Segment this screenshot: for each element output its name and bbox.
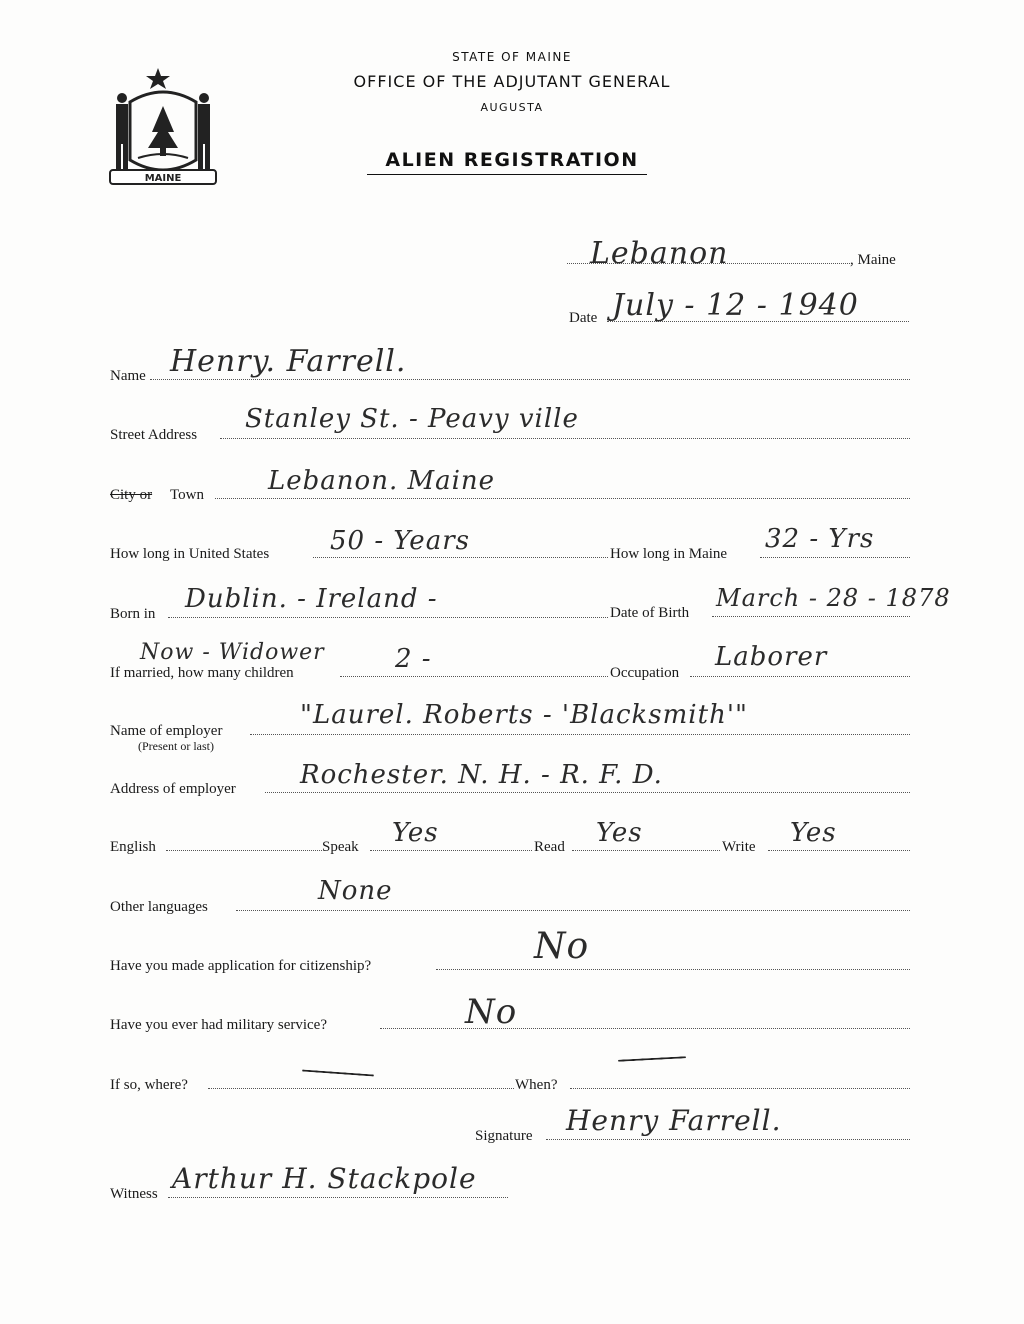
children-label: If married, how many children	[110, 665, 294, 681]
when-line	[570, 1088, 910, 1089]
if-so-where-label: If so, where?	[110, 1077, 188, 1093]
witness-line	[168, 1197, 508, 1198]
how-long-maine-label: How long in Maine	[610, 546, 728, 562]
how-long-us-value: 50 - Years	[330, 526, 470, 556]
signature-label: Signature	[475, 1128, 533, 1144]
svg-text:MAINE: MAINE	[144, 173, 182, 184]
street-address-label: Street Address	[110, 427, 198, 443]
write-line	[768, 850, 910, 851]
marital-status-value: Now - Widower	[140, 640, 325, 665]
write-value: Yes	[790, 818, 837, 848]
header-state: STATE OF MAINE	[452, 50, 572, 64]
citizenship-line	[436, 969, 910, 970]
signature-value: Henry Farrell.	[566, 1104, 782, 1137]
title-underline	[367, 174, 647, 175]
name-label: Name	[110, 368, 146, 384]
born-in-label: Born in	[110, 606, 156, 622]
other-languages-label: Other languages	[110, 899, 208, 915]
employer-address-label: Address of employer	[110, 781, 236, 797]
date-of-birth-line	[712, 616, 910, 617]
date-of-birth-value: March - 28 - 1878	[716, 584, 951, 612]
town-label: Town	[170, 487, 204, 503]
when-label: When?	[515, 1077, 558, 1093]
other-languages-line	[236, 910, 910, 911]
where-dash	[302, 1069, 374, 1076]
born-in-value: Dublin. - Ireland -	[185, 584, 438, 614]
children-line	[340, 676, 608, 677]
town-line	[215, 498, 910, 499]
english-line	[166, 850, 322, 851]
city-label-struck: City or	[110, 487, 153, 503]
employer-label: Name of employer	[110, 723, 223, 739]
name-line	[150, 379, 910, 380]
how-long-maine-line	[760, 557, 910, 558]
employer-value: "Laurel. Roberts - 'Blacksmith'"	[300, 700, 748, 730]
citizenship-value: No	[534, 926, 590, 967]
other-languages-value: None	[318, 876, 393, 906]
name-value: Henry. Farrell.	[170, 344, 407, 379]
employer-line	[250, 734, 910, 735]
signature-line	[546, 1139, 910, 1140]
military-line	[380, 1028, 910, 1029]
citizenship-label: Have you made application for citizenship?	[110, 958, 372, 974]
employer-note: (Present or last)	[138, 739, 214, 753]
town-value: Lebanon. Maine	[268, 466, 496, 496]
town-header-value: Lebanon	[590, 236, 729, 271]
witness-value: Arthur H. Stackpole	[172, 1162, 477, 1195]
when-dash	[618, 1056, 686, 1062]
born-in-line	[168, 617, 608, 618]
how-long-us-label: How long in United States	[110, 546, 270, 562]
speak-label: Speak	[322, 839, 359, 855]
english-label: English	[110, 839, 156, 855]
street-address-value: Stanley St. - Peavy ville	[245, 404, 579, 434]
state-suffix-label: , Maine	[850, 252, 896, 268]
how-long-us-line	[313, 557, 608, 558]
military-label: Have you ever had military service?	[110, 1017, 327, 1033]
header-office: OFFICE OF THE ADJUTANT GENERAL	[353, 72, 671, 91]
occupation-label: Occupation	[610, 665, 680, 681]
read-line	[572, 850, 720, 851]
speak-value: Yes	[392, 818, 439, 848]
street-address-line	[220, 438, 910, 439]
date-of-birth-label: Date of Birth	[610, 605, 690, 621]
employer-address-line	[265, 792, 910, 793]
read-label: Read	[534, 839, 565, 855]
form-title: ALIEN REGISTRATION	[385, 149, 639, 171]
date-value: July - 12 - 1940	[612, 288, 859, 323]
how-long-maine-value: 32 - Yrs	[765, 524, 875, 554]
header-city: AUGUSTA	[480, 101, 544, 114]
speak-line	[370, 850, 532, 851]
read-value: Yes	[596, 818, 643, 848]
witness-label: Witness	[110, 1186, 158, 1202]
write-label: Write	[722, 839, 756, 855]
occupation-value: Laborer	[715, 642, 828, 672]
children-value: 2 -	[395, 644, 432, 674]
if-so-where-line	[208, 1088, 514, 1089]
employer-address-value: Rochester. N. H. - R. F. D.	[300, 760, 663, 790]
military-value: No	[465, 992, 518, 1032]
date-label: Date	[569, 310, 598, 326]
occupation-line	[690, 676, 910, 677]
